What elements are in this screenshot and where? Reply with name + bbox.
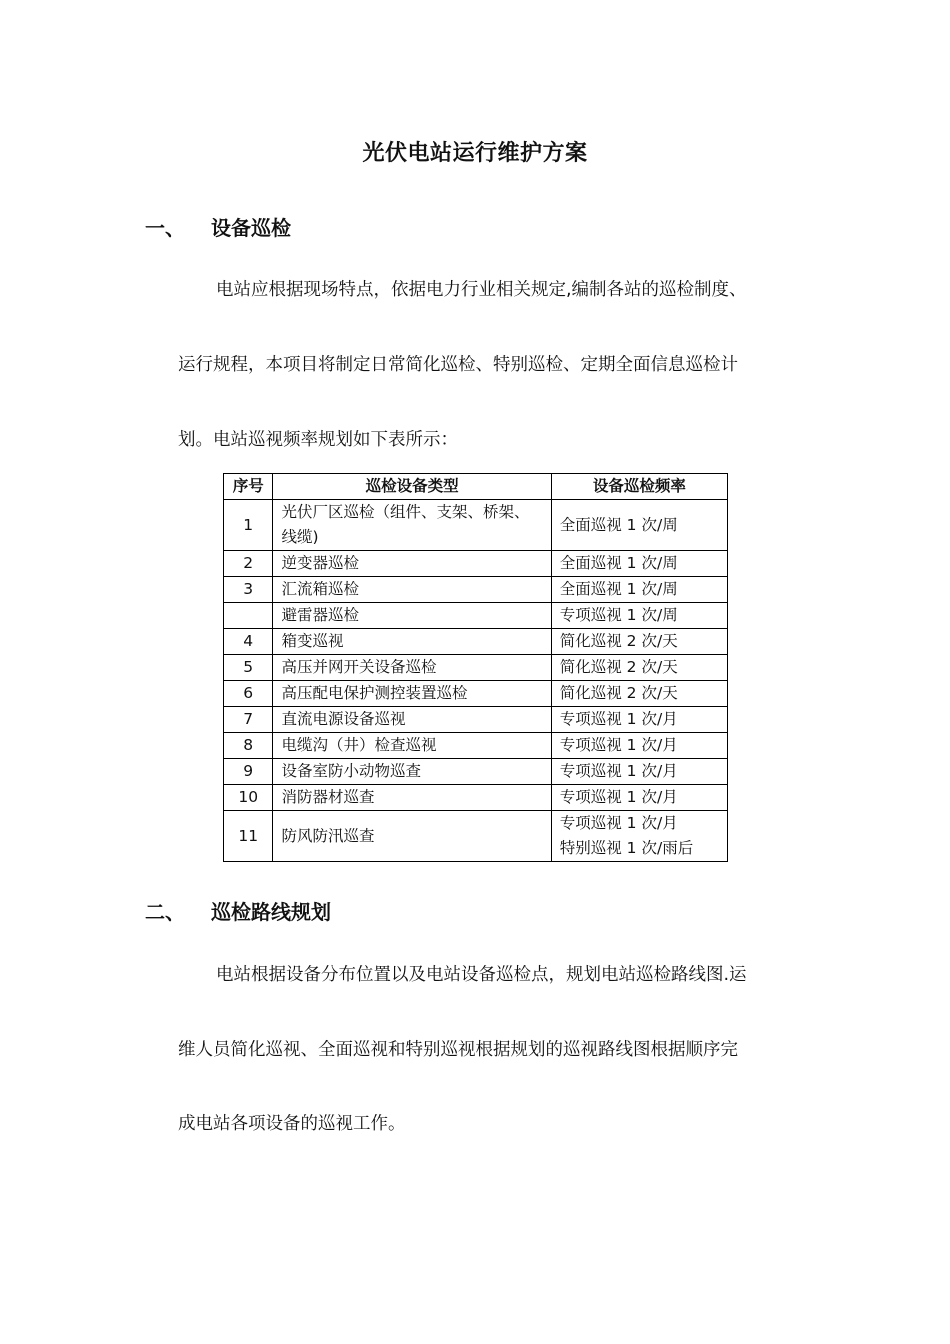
row-type: 高压并网开关设备巡检 <box>273 655 551 681</box>
section-heading <box>145 896 331 925</box>
section-title: 设备巡检 <box>211 216 291 240</box>
section-number: 一、 <box>145 216 185 240</box>
row-no: 2 <box>224 551 273 577</box>
row-frequency: 专项巡视 1 次/月 <box>551 785 727 811</box>
table-row <box>224 733 728 759</box>
row-type: 箱变巡视 <box>273 629 551 655</box>
header-frequency: 设备巡检频率 <box>551 474 727 500</box>
row-no: 7 <box>224 707 273 733</box>
paragraph-line: 运行规程，本项目将制定日常简化巡检、特别巡检、定期全面信息巡检计 <box>178 355 738 375</box>
row-type: 汇流箱巡检 <box>273 577 551 603</box>
table-row <box>224 603 728 629</box>
row-no: 10 <box>224 785 273 811</box>
frequency-line: 专项巡视 1 次/月 <box>559 814 678 832</box>
header-type: 巡检设备类型 <box>273 474 551 500</box>
row-type: 直流电源设备巡视 <box>273 707 551 733</box>
document-title: 光伏电站运行维护方案 <box>362 141 588 166</box>
row-no: 6 <box>224 681 273 707</box>
row-type: 高压配电保护测控装置巡检 <box>273 681 551 707</box>
table-row <box>224 577 728 603</box>
inspection-frequency-table <box>223 473 728 862</box>
table-header-row <box>224 474 728 500</box>
row-type: 光伏厂区巡检（组件、支架、桥架、线缆) <box>273 500 551 551</box>
table-row <box>224 629 728 655</box>
frequency-line: 特别巡视 1 次/雨后 <box>559 839 694 857</box>
row-no <box>224 603 273 629</box>
row-frequency: 全面巡视 1 次/周 <box>551 500 727 551</box>
paragraph-line: 电站根据设备分布位置以及电站设备巡检点，规划电站巡检路线图.运 <box>216 965 747 985</box>
row-frequency <box>551 811 727 862</box>
paragraph-line: 维人员简化巡视、全面巡视和特别巡视根据规划的巡视路线图根据顺序完 <box>178 1040 738 1060</box>
paragraph-line: 划。电站巡视频率规划如下表所示： <box>178 430 458 450</box>
row-frequency: 简化巡视 2 次/天 <box>551 655 727 681</box>
table-row <box>224 811 728 862</box>
table-row <box>224 785 728 811</box>
row-type: 电缆沟（井）检查巡视 <box>273 733 551 759</box>
header-no: 序号 <box>224 474 273 500</box>
row-frequency: 简化巡视 2 次/天 <box>551 681 727 707</box>
row-frequency: 专项巡视 1 次/月 <box>551 759 727 785</box>
row-no: 4 <box>224 629 273 655</box>
row-type: 消防器材巡查 <box>273 785 551 811</box>
table-row <box>224 551 728 577</box>
paragraph-line: 成电站各项设备的巡视工作。 <box>178 1114 406 1134</box>
table-row <box>224 655 728 681</box>
row-no: 1 <box>224 500 273 551</box>
row-frequency: 全面巡视 1 次/周 <box>551 577 727 603</box>
row-no: 3 <box>224 577 273 603</box>
row-type: 设备室防小动物巡查 <box>273 759 551 785</box>
row-no: 9 <box>224 759 273 785</box>
row-frequency: 专项巡视 1 次/周 <box>551 603 727 629</box>
row-type: 避雷器巡检 <box>273 603 551 629</box>
row-no: 8 <box>224 733 273 759</box>
row-type: 防风防汛巡查 <box>273 811 551 862</box>
table-row <box>224 500 728 551</box>
table-row <box>224 707 728 733</box>
row-frequency: 专项巡视 1 次/月 <box>551 707 727 733</box>
row-type: 逆变器巡检 <box>273 551 551 577</box>
row-no: 5 <box>224 655 273 681</box>
table-row <box>224 681 728 707</box>
table-row <box>224 759 728 785</box>
row-frequency: 简化巡视 2 次/天 <box>551 629 727 655</box>
paragraph-line: 电站应根据现场特点，依据电力行业相关规定,编制各站的巡检制度、 <box>216 280 747 300</box>
row-frequency: 专项巡视 1 次/月 <box>551 733 727 759</box>
row-no: 11 <box>224 811 273 862</box>
section-heading <box>145 212 291 241</box>
section-title: 巡检路线规划 <box>211 900 331 924</box>
row-frequency: 全面巡视 1 次/周 <box>551 551 727 577</box>
section-number: 二、 <box>145 900 185 924</box>
